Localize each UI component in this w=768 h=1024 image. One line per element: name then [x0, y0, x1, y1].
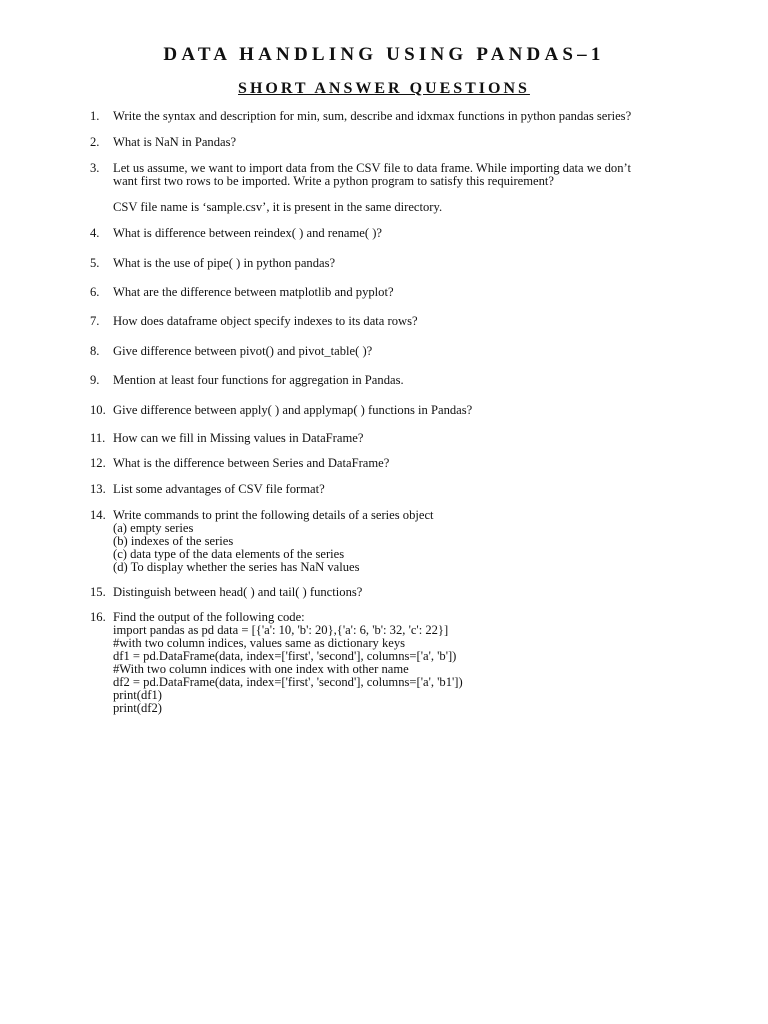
question-number: 1. [90, 109, 100, 123]
question-number: 15. [90, 585, 106, 599]
question-number: 10. [90, 403, 106, 417]
section-subtitle: SHORT ANSWER QUESTIONS [238, 80, 530, 97]
question-line: want first two rows to be imported. Write a python program to satisfy this requirement? [113, 174, 554, 188]
question-item [90, 315, 710, 328]
question-number: 14. [90, 508, 106, 522]
question-item [90, 257, 710, 270]
question-line: How does dataframe object specify indexes to its data rows? [113, 314, 418, 328]
question-text [113, 509, 710, 574]
question-text [113, 162, 710, 214]
question-line: print(df2) [113, 701, 162, 715]
question-line: import pandas as pd data = [{'a': 10, 'b': 20},{'a': 6, 'b': 32, 'c': 22}] [113, 623, 449, 637]
question-note: CSV file name is ‘sample.csv’, it is present in the same directory. [113, 200, 443, 214]
question-line: df1 = pd.DataFrame(data, index=['first', 'second'], columns=['a', 'b']) [113, 649, 457, 663]
question-line: (b) indexes of the series [113, 534, 234, 548]
question-item [90, 286, 710, 299]
question-item [90, 227, 710, 240]
question-item [90, 404, 710, 417]
question-line: What is the use of pipe( ) in python pandas? [113, 256, 336, 270]
question-item [90, 374, 710, 387]
page-title: DATA HANDLING USING PANDAS–1 [163, 44, 605, 65]
question-line: Find the output of the following code: [113, 610, 305, 624]
question-text [113, 110, 710, 123]
question-line: Distinguish between head( ) and tail( ) functions? [113, 585, 363, 599]
question-item [90, 611, 710, 715]
question-number: 5. [90, 256, 100, 270]
question-number: 8. [90, 344, 100, 358]
question-line: Give difference between apply( ) and applymap( ) functions in Pandas? [113, 403, 473, 417]
question-text [113, 483, 710, 496]
question-text [113, 611, 710, 715]
question-item [90, 110, 710, 123]
question-text [113, 227, 710, 240]
question-text [113, 432, 710, 445]
question-item [90, 432, 710, 445]
question-line: List some advantages of CSV file format? [113, 482, 325, 496]
question-item [90, 483, 710, 496]
question-line: df2 = pd.DataFrame(data, index=['first', 'second'], columns=['a', 'b1']) [113, 675, 463, 689]
question-item [90, 345, 710, 358]
question-item [90, 457, 710, 470]
question-line: How can we fill in Missing values in DataFrame? [113, 431, 364, 445]
question-line: (a) empty series [113, 521, 194, 535]
question-text [113, 136, 710, 149]
question-line: What is NaN in Pandas? [113, 135, 237, 149]
question-item [90, 509, 710, 574]
question-number: 16. [90, 610, 106, 624]
question-item [90, 162, 710, 214]
question-number: 7. [90, 314, 100, 328]
question-line: Give difference between pivot() and pivot_table( )? [113, 344, 373, 358]
question-line: Write commands to print the following details of a series object [113, 508, 434, 522]
question-line: Mention at least four functions for aggregation in Pandas. [113, 373, 404, 387]
question-text [113, 345, 710, 358]
question-line: What is difference between reindex( ) and rename( )? [113, 226, 382, 240]
question-line: #With two column indices with one index with other name [113, 662, 409, 676]
question-line: Write the syntax and description for min, sum, describe and idxmax functions in python pandas series? [113, 109, 632, 123]
question-text [113, 257, 710, 270]
question-item [90, 586, 710, 599]
question-line: Let us assume, we want to import data from the CSV file to data frame. While importing data we don’t [113, 161, 631, 175]
question-number: 11. [90, 431, 106, 445]
question-text [113, 374, 710, 387]
question-number: 13. [90, 482, 106, 496]
question-number: 2. [90, 135, 100, 149]
question-line: (c) data type of the data elements of the series [113, 547, 345, 561]
question-number: 9. [90, 373, 100, 387]
question-line: #with two column indices, values same as dictionary keys [113, 636, 406, 650]
question-text [113, 586, 710, 599]
question-text [113, 457, 710, 470]
question-line: What is the difference between Series and DataFrame? [113, 456, 390, 470]
question-number: 4. [90, 226, 100, 240]
question-text [113, 404, 710, 417]
question-text [113, 315, 710, 328]
question-line: (d) To display whether the series has NaN values [113, 560, 360, 574]
question-line: print(df1) [113, 688, 162, 702]
question-item [90, 136, 710, 149]
question-line: What are the difference between matplotlib and pyplot? [113, 285, 394, 299]
question-number: 3. [90, 161, 100, 175]
question-text [113, 286, 710, 299]
question-number: 12. [90, 456, 106, 470]
question-number: 6. [90, 285, 100, 299]
